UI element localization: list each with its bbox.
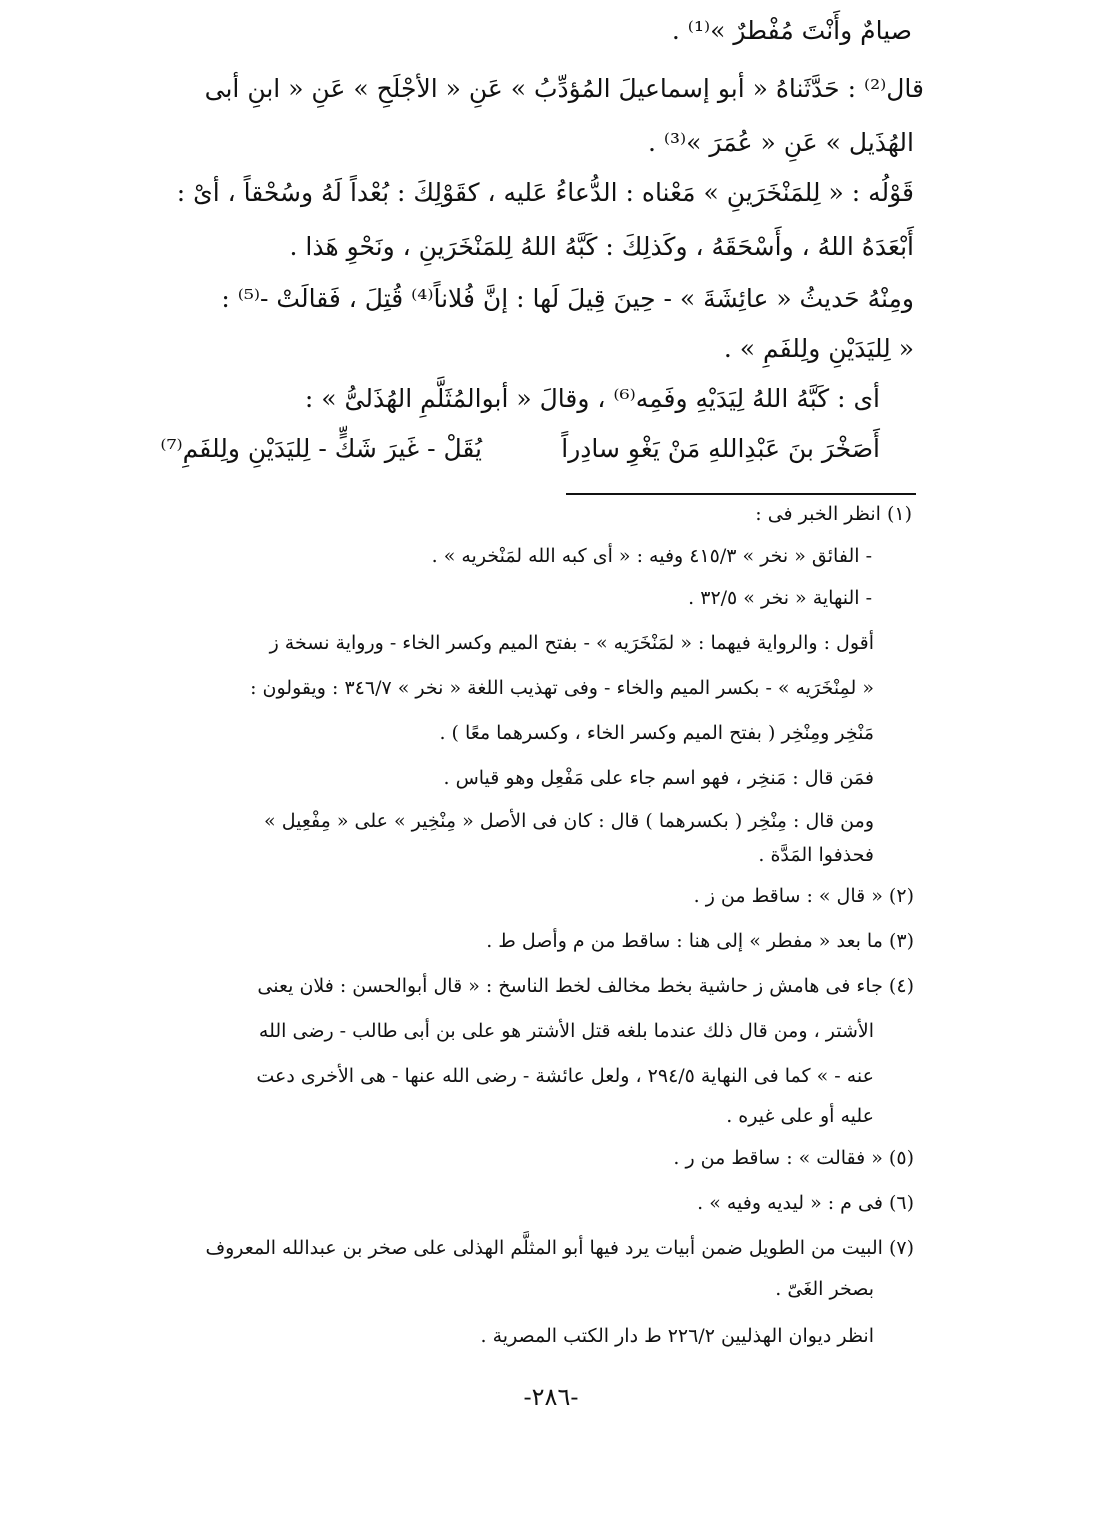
main-text-line: صيامٌ وأَنْتَ مُفْطرٌ »⁽¹⁾ . <box>671 16 912 45</box>
main-text-line: أى : كَبَّهُ اللهُ لِيَدَيْهِ وفَمِه⁽⁶⁾ ، وقالَ « أبوالمُثَلَّمِ الهُذَلىُّ » : <box>304 384 880 413</box>
footnote-line: (٣) ما بعد « مفطر » إلى هنا : ساقط من م وأصل ط . <box>486 930 914 952</box>
page-number: -٢٨٦- <box>523 1383 579 1411</box>
footnote-line: مَنْخِر ومِنْخِر ( بفتح الميم وكسر الخاء ، وكسرهما معًا ) . <box>439 722 874 744</box>
footnote-separator <box>566 493 916 495</box>
footnote-line: فحذفوا المَدَّة . <box>758 844 874 866</box>
main-text-line: قَوْلُه : « لِلمَنْخَرَينِ » مَعْناه : الدُّعاءُ عَليه ، كقَوْلِكَ : بُعْداً لَهُ وسُحْقاً ، أىْ : <box>176 178 914 207</box>
footnote-line: (٦) فى م : « ليديه وفيه » . <box>697 1192 914 1214</box>
footnote-line: أقول : والرواية فيهما : « لمَنْخَرَيه » - بفتح الميم وكسر الخاء - ورواية نسخة ز <box>269 632 874 654</box>
verse-second-hemistich: يُقَلْ - غَيرَ شَكٍّ - لِليَدَيْنِ ولِلفَمِ⁽⁷⁾ <box>160 434 482 463</box>
main-text-line: قال⁽²⁾ : حَدَّثَناهُ « أبو إسماعيلَ المُؤدِّبُ » عَنِ « الأجْلَحِ » عَنِ « ابنِ أبى <box>204 74 924 103</box>
main-text-line: أَبْعَدَهُ اللهُ ، وأَسْحَقَهُ ، وكَذلِكَ : كَبَّهُ اللهُ لِلمَنْخَرَينِ ، ونَحْوِ هَذا . <box>289 232 914 261</box>
footnote-line: (٢) « قال » : ساقط من ز . <box>693 885 914 907</box>
footnote-line: بصخر الغَىّ . <box>775 1278 874 1300</box>
footnote-line: الأشتر ، ومن قال ذلك عندما بلغه قتل الأشتر هو على بن أبى طالب - رضى الله <box>258 1020 874 1042</box>
main-text-line: « لِليَدَيْنِ ولِلفَمِ » . <box>723 334 914 363</box>
footnote-line: ومن قال : مِنْخِر ( بكسرهما ) قال : كان فى الأصل « مِنْخِير » على « مِفْعِيل » <box>264 810 874 832</box>
footnote-line: عنه - » كما فى النهاية ٢٩٤/٥ ، ولعل عائشة - رضى الله عنها - هى الأخرى دعت <box>256 1065 874 1087</box>
footnote-line: عليه أو على غيره . <box>726 1105 874 1127</box>
verse-first-hemistich: أَصَخْرَ بنَ عَبْدِاللهِ مَنْ يَغْوِ سادِراً <box>561 434 880 463</box>
main-text-line: الهُذَيل » عَنِ « عُمَرَ »⁽³⁾ . <box>647 128 914 157</box>
footnote-line: - النهاية « نخر » ٣٢/٥ . <box>688 587 872 609</box>
footnote-line: (١) انظر الخبر فى : <box>755 503 912 525</box>
footnote-line: - الفائق « نخر » ٤١٥/٣ وفيه : « أى كبه الله لمَنْخريه » . <box>431 545 872 567</box>
footnote-line: (٧) البيت من الطويل ضمن أبيات يرد فيها أبو المثلَّم الهذلى على صخر بن عبدالله المعروف <box>205 1237 914 1259</box>
footnote-line: (٤) جاء فى هامش ز حاشية بخط مخالف لخط الناسخ : « قال أبوالحسن : فلان يعنى <box>257 975 914 997</box>
footnote-line: فمَن قال : مَنخِر ، فهو اسم جاء على مَفْعِل وهو قياس . <box>443 767 874 789</box>
main-text-line: ومِنْهُ حَديثُ « عائِشَةَ » - حِينَ قِيلَ لَها : إنَّ فُلاناً⁽⁴⁾ قُتِلَ ، فَقالَتْ -⁽⁵⁾ : <box>221 284 914 313</box>
footnote-line: (٥) « فقالت » : ساقط من ر . <box>673 1147 914 1169</box>
footnote-line: انظر ديوان الهذليين ٢٢٦/٢ ط دار الكتب المصرية . <box>480 1325 874 1347</box>
footnote-line: « لمِنْخَرَيه » - بكسر الميم والخاء - وفى تهذيب اللغة « نخر » ٣٤٦/٧ : ويقولون : <box>250 677 874 699</box>
